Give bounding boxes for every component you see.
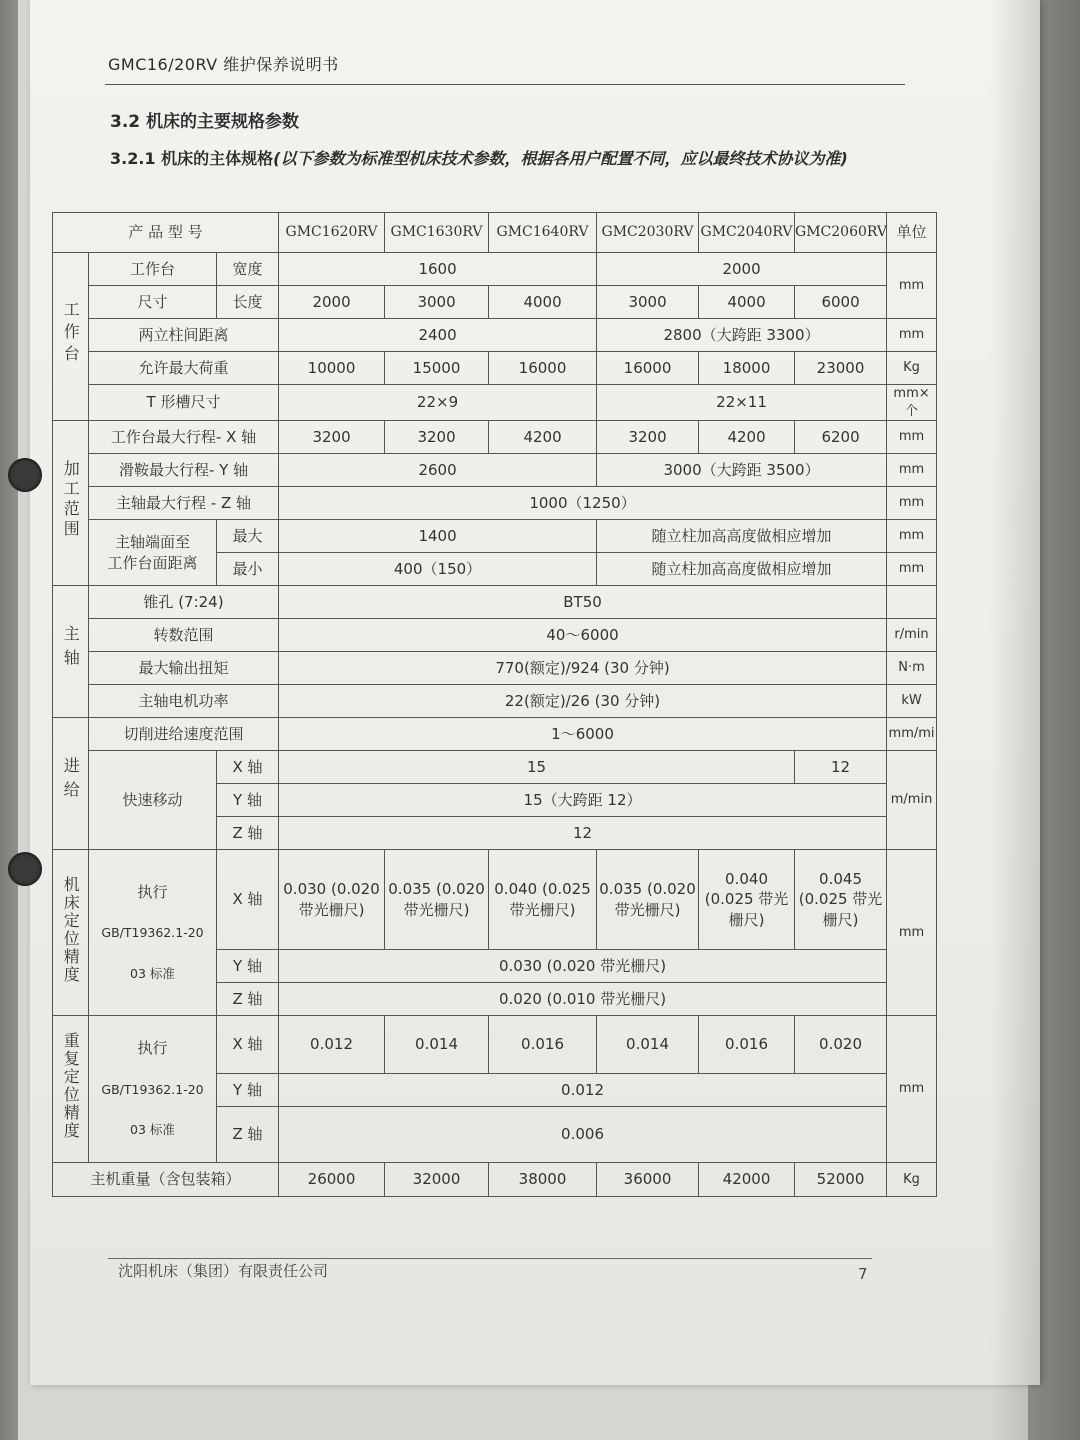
axis-label: X 轴 xyxy=(217,751,279,784)
value-cell: 6000 xyxy=(795,286,887,319)
value-cell: 随立柱加高高度做相应增加 xyxy=(597,553,887,586)
value-cell: 4000 xyxy=(699,286,795,319)
spindle-distance-label: 主轴端面至 工作台面距离 xyxy=(89,520,217,586)
table-row xyxy=(53,520,937,553)
value-cell: 16000 xyxy=(489,352,597,385)
table-row xyxy=(53,652,937,685)
unit-cell xyxy=(887,586,937,619)
binder-ring-icon xyxy=(8,458,42,492)
value-cell: 0.045 (0.025 带光栅尺) xyxy=(795,850,887,950)
model-cell: GMC1620RV xyxy=(279,213,385,253)
value-cell: 3200 xyxy=(597,421,699,454)
value-cell: 32000 xyxy=(385,1163,489,1197)
value-cell: 10000 xyxy=(279,352,385,385)
group-spindle: 主轴 xyxy=(53,586,89,718)
model-cell: GMC1640RV xyxy=(489,213,597,253)
page-number: 7 xyxy=(858,1265,868,1283)
value-cell: 2600 xyxy=(279,454,597,487)
value-cell: 2000 xyxy=(597,253,887,286)
unit-cell: Kg xyxy=(887,1163,937,1197)
row-label: 锥孔 (7:24) xyxy=(89,586,279,619)
value-cell: 0.006 xyxy=(279,1107,887,1163)
value-cell: 1～6000 xyxy=(279,718,887,751)
value-cell: BT50 xyxy=(279,586,887,619)
rapid-label: 快速移动 xyxy=(89,751,217,850)
value-cell: 0.012 xyxy=(279,1074,887,1107)
unit-cell: r/min xyxy=(887,619,937,652)
table-row xyxy=(53,213,937,253)
value-cell: 12 xyxy=(279,817,887,850)
doc-title: GMC16/20RV 维护保养说明书 xyxy=(108,55,339,74)
axis-label: X 轴 xyxy=(217,1016,279,1074)
unit-cell: kW xyxy=(887,685,937,718)
row-label: 主轴电机功率 xyxy=(89,685,279,718)
value-cell: 40～6000 xyxy=(279,619,887,652)
unit-cell: mm/mi xyxy=(887,718,937,751)
footer-divider xyxy=(108,1258,872,1259)
row-label: T 形槽尺寸 xyxy=(89,385,279,421)
value-cell: 1400 xyxy=(279,520,597,553)
unit-cell: mm xyxy=(887,253,937,319)
table-row xyxy=(53,352,937,385)
table-row xyxy=(53,253,937,286)
value-cell: 1600 xyxy=(279,253,597,286)
value-cell: 4000 xyxy=(489,286,597,319)
section-title: 3.2 机床的主要规格参数 xyxy=(110,112,300,132)
group-machining: 加工范围 xyxy=(53,421,89,586)
value-cell: 36000 xyxy=(597,1163,699,1197)
value-cell: 2000 xyxy=(279,286,385,319)
table-row xyxy=(53,718,937,751)
value-cell: 0.016 xyxy=(489,1016,597,1074)
model-cell: GMC2060RV xyxy=(795,213,887,253)
table-row xyxy=(53,421,937,454)
value-cell: 0.014 xyxy=(385,1016,489,1074)
value-cell: 3200 xyxy=(279,421,385,454)
value-cell: 3200 xyxy=(385,421,489,454)
unit-cell: mm xyxy=(887,421,937,454)
unit-cell: mm xyxy=(887,319,937,352)
value-cell: 0.040 (0.025 带光栅尺) xyxy=(699,850,795,950)
row-label: 切削进给速度范围 xyxy=(89,718,279,751)
table-row xyxy=(53,619,937,652)
table-row xyxy=(53,685,937,718)
row-label: 主机重量（含包装箱） xyxy=(53,1163,279,1197)
value-cell: 23000 xyxy=(795,352,887,385)
value-cell: 0.020 (0.010 带光栅尺) xyxy=(279,983,887,1016)
axis-label: Y 轴 xyxy=(217,784,279,817)
subsection-title xyxy=(110,144,900,174)
value-cell: 2800（大跨距 3300） xyxy=(597,319,887,352)
value-cell: 22×9 xyxy=(279,385,597,421)
value-cell: 1000（1250） xyxy=(279,487,887,520)
unit-cell: Kg xyxy=(887,352,937,385)
axis-label: Z 轴 xyxy=(217,1107,279,1163)
value-cell: 15000 xyxy=(385,352,489,385)
unit-cell: N·m xyxy=(887,652,937,685)
row-label: 滑鞍最大行程- Y 轴 xyxy=(89,454,279,487)
value-cell: 0.014 xyxy=(597,1016,699,1074)
model-cell: GMC2030RV xyxy=(597,213,699,253)
length-label: 长度 xyxy=(217,286,279,319)
value-cell: 12 xyxy=(795,751,887,784)
width-label: 宽度 xyxy=(217,253,279,286)
value-cell: 22×11 xyxy=(597,385,887,421)
value-cell: 3000 xyxy=(597,286,699,319)
company-name: 沈阳机床（集团）有限责任公司 xyxy=(118,1262,329,1280)
min-label: 最小 xyxy=(217,553,279,586)
value-cell: 52000 xyxy=(795,1163,887,1197)
unit-header: 单位 xyxy=(887,213,937,253)
value-cell: 400（150） xyxy=(279,553,597,586)
unit-cell: mm xyxy=(887,487,937,520)
table-row xyxy=(53,286,937,319)
value-cell: 0.020 xyxy=(795,1016,887,1074)
table-row xyxy=(53,487,937,520)
spec-table xyxy=(52,212,937,1197)
model-cell: GMC1630RV xyxy=(385,213,489,253)
table-row xyxy=(53,751,937,784)
table-row xyxy=(53,586,937,619)
value-cell: 18000 xyxy=(699,352,795,385)
axis-label: Z 轴 xyxy=(217,983,279,1016)
unit-cell: mm xyxy=(887,1016,937,1163)
unit-cell: mm xyxy=(887,553,937,586)
value-cell: 42000 xyxy=(699,1163,795,1197)
row-label: 工作台最大行程- X 轴 xyxy=(89,421,279,454)
row-label: 允许最大荷重 xyxy=(89,352,279,385)
header-divider xyxy=(105,84,905,85)
table-row xyxy=(53,850,937,950)
value-cell: 770(额定)/924 (30 分钟) xyxy=(279,652,887,685)
value-cell: 22(额定)/26 (30 分钟) xyxy=(279,685,887,718)
table-row xyxy=(53,1016,937,1074)
worktable-size-label: 工作台 xyxy=(89,253,217,286)
table-row xyxy=(53,319,937,352)
value-cell: 3000 xyxy=(385,286,489,319)
value-cell: 0.016 xyxy=(699,1016,795,1074)
table-row xyxy=(53,1163,937,1197)
unit-cell: mm×个 xyxy=(887,385,937,421)
group-feed: 进给 xyxy=(53,718,89,850)
product-model-label: 产 品 型 号 xyxy=(53,213,279,253)
row-label: 两立柱间距离 xyxy=(89,319,279,352)
unit-cell: mm xyxy=(887,454,937,487)
value-cell: 0.012 xyxy=(279,1016,385,1074)
value-cell: 4200 xyxy=(699,421,795,454)
row-label: 最大输出扭矩 xyxy=(89,652,279,685)
value-cell: 2400 xyxy=(279,319,597,352)
unit-cell: m/min xyxy=(887,751,937,850)
standard-label: 执行 GB/T19362.1-20 03 标准 xyxy=(89,1016,217,1163)
value-cell: 15（大跨距 12） xyxy=(279,784,887,817)
value-cell: 6200 xyxy=(795,421,887,454)
row-label: 主轴最大行程 - Z 轴 xyxy=(89,487,279,520)
binder-ring-icon xyxy=(8,852,42,886)
table-row xyxy=(53,385,937,421)
group-positioning: 机床定位精度 xyxy=(53,850,89,1016)
standard-label: 执行 GB/T19362.1-20 03 标准 xyxy=(89,850,217,1016)
subsection-note: (以下参数为标准型机床技术参数，根据各用户配置不同，应以最终技术协议为准) xyxy=(273,149,848,168)
subsection-head: 3.2.1 机床的主体规格 xyxy=(110,149,274,168)
worktable-size-label-2: 尺寸 xyxy=(89,286,217,319)
axis-label: X 轴 xyxy=(217,850,279,950)
value-cell: 0.040 (0.025 带光栅尺) xyxy=(489,850,597,950)
value-cell: 16000 xyxy=(597,352,699,385)
group-worktable: 工作台 xyxy=(53,253,89,421)
row-label: 转数范围 xyxy=(89,619,279,652)
unit-cell: mm xyxy=(887,520,937,553)
value-cell: 38000 xyxy=(489,1163,597,1197)
edge-shadow xyxy=(990,0,1080,1440)
value-cell: 26000 xyxy=(279,1163,385,1197)
value-cell: 随立柱加高高度做相应增加 xyxy=(597,520,887,553)
axis-label: Y 轴 xyxy=(217,1074,279,1107)
axis-label: Z 轴 xyxy=(217,817,279,850)
value-cell: 0.030 (0.020 带光栅尺) xyxy=(279,850,385,950)
unit-cell: mm xyxy=(887,850,937,1016)
value-cell: 0.035 (0.020 带光栅尺) xyxy=(597,850,699,950)
value-cell: 4200 xyxy=(489,421,597,454)
value-cell: 0.035 (0.020 带光栅尺) xyxy=(385,850,489,950)
axis-label: Y 轴 xyxy=(217,950,279,983)
max-label: 最大 xyxy=(217,520,279,553)
value-cell: 0.030 (0.020 带光栅尺) xyxy=(279,950,887,983)
group-repeat: 重复定位精度 xyxy=(53,1016,89,1163)
table-row xyxy=(53,454,937,487)
value-cell: 15 xyxy=(279,751,795,784)
model-cell: GMC2040RV xyxy=(699,213,795,253)
value-cell: 3000（大跨距 3500） xyxy=(597,454,887,487)
